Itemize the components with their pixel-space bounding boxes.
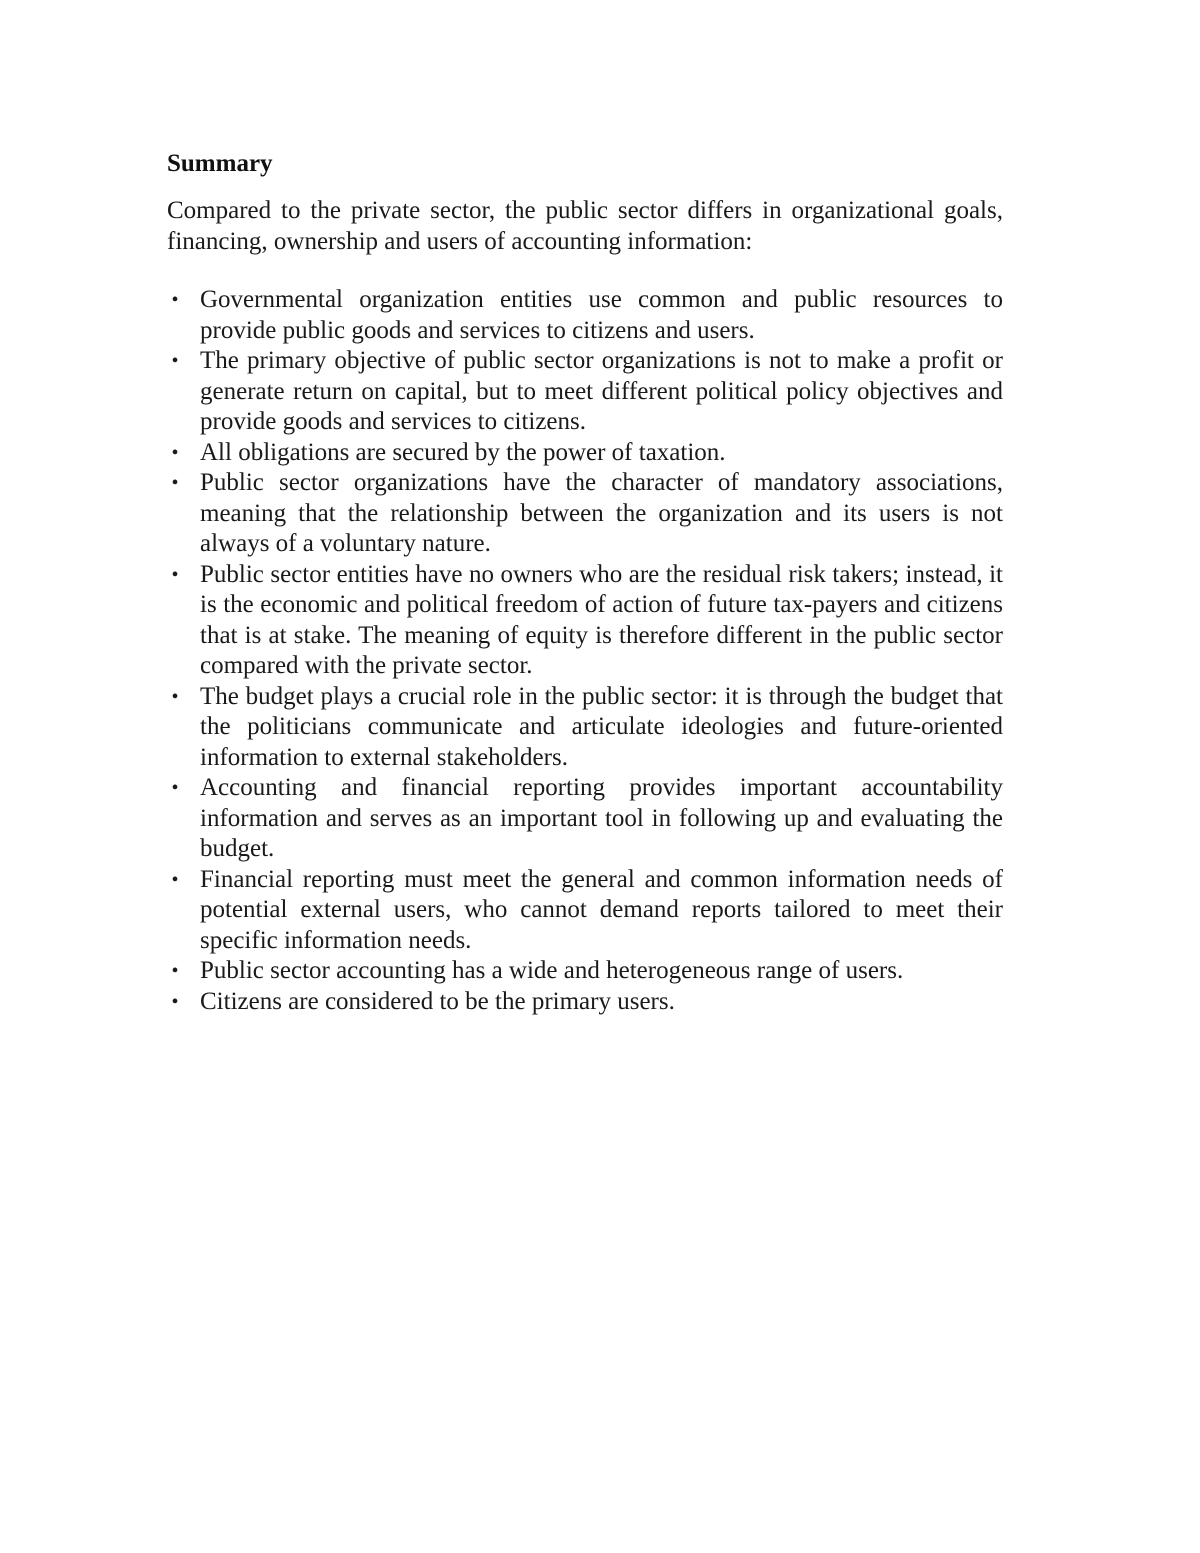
intro-paragraph: Compared to the private sector, the public sector differs in organizational goals, financing, ownership and users of accounting information:	[167, 197, 1003, 255]
bullet-icon: •	[171, 472, 179, 494]
list-item	[167, 438, 1003, 469]
list-item	[167, 987, 1003, 1018]
bullet-icon: •	[171, 777, 179, 799]
list-item-text: Public sector entities have no owners who are the residual risk takers; instead, it is the economic and political freedom of action of future tax-payers and citizens that is at stake. The meaning of equity is therefore different in the public sector compared with the private sector.	[200, 560, 1003, 679]
list-item-text: Accounting and financial reporting provides important accountability information and serves as an important tool in following up and evaluating the budget.	[200, 774, 1003, 862]
list-item	[167, 285, 1003, 346]
section-heading: Summary	[167, 150, 273, 177]
list-item	[167, 956, 1003, 987]
bullet-icon: •	[171, 441, 179, 464]
bullet-icon: •	[171, 868, 179, 891]
list-item-text: Public sector organizations have the character of mandatory associations, meaning that the relationship between the organization and its users is not always of a voluntary nature.	[200, 469, 1003, 557]
summary-bullet-list	[167, 285, 1003, 1017]
document-page	[167, 148, 1003, 1017]
bullet-icon: •	[171, 350, 179, 372]
list-item	[167, 865, 1003, 957]
list-item-text: Public sector accounting has a wide and heterogeneous range of users.	[200, 957, 904, 984]
list-item-text: The primary objective of public sector organizations is not to make a profit or generate return on capital, but to meet different political policy objectives and provide goods and services to citizens.	[200, 347, 1003, 435]
list-item-text: The budget plays a crucial role in the public sector: it is through the budget that the politicians communicate and articulate ideologies and future-oriented information to external stakeholders.	[200, 682, 1003, 771]
list-item	[167, 346, 1003, 438]
bullet-icon: •	[171, 960, 179, 982]
list-item-text: All obligations are secured by the power of taxation.	[200, 438, 726, 466]
bullet-icon: •	[171, 685, 179, 708]
list-item	[167, 560, 1003, 682]
list-item-text: Financial reporting must meet the general and common information needs of potential external users, who cannot demand reports tailored to meet their specific information needs.	[200, 865, 1003, 954]
bullet-icon: •	[171, 289, 179, 311]
list-item	[167, 773, 1003, 865]
list-item-text: Governmental organization entities use common and public resources to provide public goods and services to citizens and users.	[200, 286, 1003, 344]
bullet-icon: •	[171, 990, 179, 1013]
list-item	[167, 468, 1003, 560]
list-item-text: Citizens are considered to be the primary users.	[200, 987, 675, 1015]
bullet-icon: •	[171, 563, 179, 586]
list-item	[167, 682, 1003, 774]
